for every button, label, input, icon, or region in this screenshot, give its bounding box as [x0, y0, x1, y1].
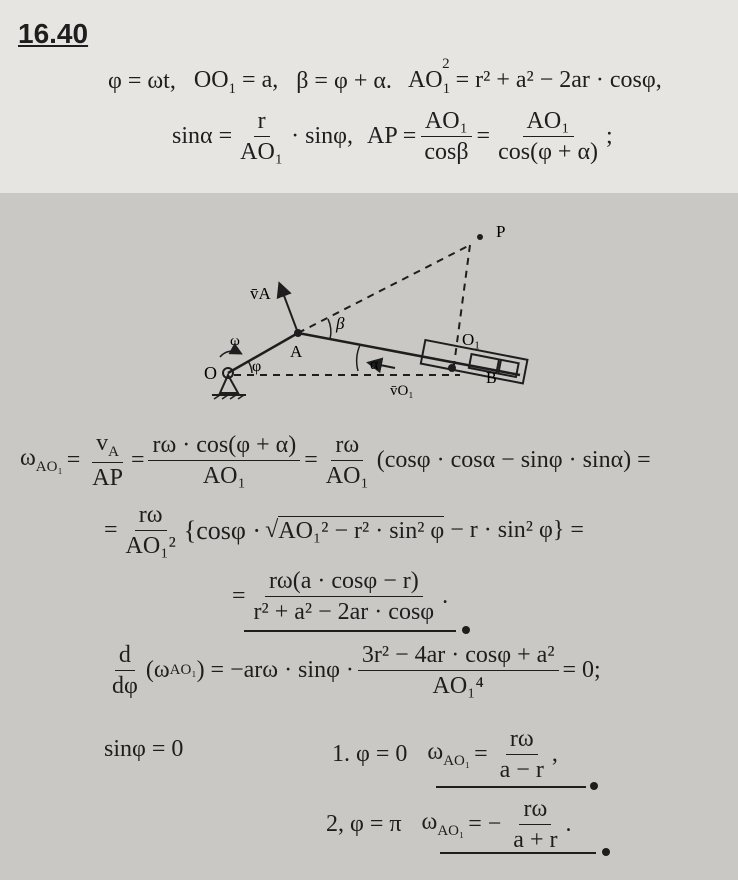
brace-open: {cosφ ·	[183, 515, 262, 545]
problem-number: 16.40	[18, 18, 89, 49]
label-o: O	[204, 363, 217, 383]
semicolon: ;	[606, 123, 613, 150]
dashed-ap	[298, 245, 470, 333]
omega-ao1: $\omega_{AO_1}$	[20, 445, 63, 476]
mechanism-diagram	[190, 225, 550, 415]
fraction-rw-over-ao1: $\frac{r\omega}{\text{AO₁}}$	[325, 431, 369, 490]
label-alpha: α	[370, 356, 379, 373]
equation-1: $\omega_{AO_1}$ = $\frac{v_A}{AP}$ = $\frac{r\omega \cdot \cos(\varphi + \alpha)}{\text{AO₁}}$ = $\frac{r\omega}{\text{AO₁}}$ (cosφ · cosα − sinφ · sinα) =	[20, 430, 651, 492]
result-dot	[462, 626, 470, 634]
derivative-middle: ) = −arω · sinφ ·	[196, 657, 354, 684]
case-1-dot	[590, 782, 598, 790]
fraction-ao1-over-cos-phi-alpha: $\frac{\text{AO₁}}{\cos(\varphi + \alpha)}$	[498, 108, 599, 166]
fraction-d-dphi: $\frac{d}{d\varphi}$	[112, 642, 138, 700]
equation-4: $\frac{d}{d\varphi}$ (ω AO₁ ) = −arω · sinφ · $\frac{\text{3r² − 4ar · cosφ + a²}}{\text{AO₁⁴}}$ = 0;	[104, 642, 601, 700]
label-phi: φ	[252, 358, 262, 375]
case-2-underline	[440, 852, 596, 854]
fraction-rw-cos: $\frac{r\omega \cdot \cos(\varphi + \alpha)}{\text{AO₁}}$	[148, 432, 300, 490]
omega-arc-icon	[220, 351, 240, 357]
derivative-end: = 0;	[562, 657, 601, 684]
given-ao1-squared: $AO_1^2 = r^2 + a^2 - 2ar \cdot \cos\varphi$,	[407, 56, 662, 97]
velocity-va-arrow	[280, 285, 298, 333]
given-phi: φ = ωt,	[108, 68, 176, 95]
sqrt-expression: AO₁² − r² · sin² φ	[278, 518, 445, 545]
point-p	[477, 234, 483, 240]
given-oo1: $OO_1 = a$,	[193, 66, 279, 97]
given-sin-alpha: sinα =	[172, 123, 233, 150]
case-2-dot	[602, 848, 610, 856]
label-p: P	[496, 225, 506, 241]
expanded-cos: (cosφ · cosα − sinφ · sinα) =	[376, 447, 651, 474]
case-2: 2, φ = π $\omega_{AO_1}$ = − $\frac{r\omega}{a + r}$ .	[326, 796, 572, 854]
rod-ab	[298, 333, 520, 375]
label-beta: β	[336, 314, 345, 333]
fraction-r-over-ao1: $\frac{r}{\text{AO₁}}$	[240, 108, 284, 166]
case-1: 1. φ = 0 $\omega_{AO_1}$ = $\frac{r\omega}{a - r}$ ,	[332, 726, 558, 784]
fraction-result: $\frac{r\omega(a \cdot \cos\varphi - r)}{\text{r² + a² − 2ar · cosφ}}$	[253, 568, 435, 626]
given-beta: β = φ + α.	[296, 68, 392, 95]
given-ap: AP =	[367, 123, 417, 150]
fraction-case-2: $\frac{r\omega}{a + r}$	[513, 796, 558, 854]
fraction-case-1: $\frac{r\omega}{a - r}$	[499, 726, 544, 784]
result-underline	[244, 630, 456, 632]
equation-3: = $\frac{r\omega(a \cdot \cos\varphi - r)}{\text{r² + a² − 2ar · cosφ}}$ .	[232, 568, 449, 626]
label-a: A	[290, 342, 303, 361]
given-sin-phi: · sinφ,	[291, 123, 354, 150]
fraction-derivative: $\frac{\text{3r² − 4ar · cosφ + a²}}{\text{AO₁⁴}}$	[358, 642, 559, 700]
label-b: B	[486, 370, 497, 387]
equals-sign: =	[476, 123, 491, 150]
fraction-ao1-over-cosbeta: $\frac{\text{AO₁}}{\cos\beta}$	[420, 108, 472, 166]
label-o1: O₁	[462, 330, 481, 349]
case-1-label: 1. φ = 0	[332, 741, 408, 768]
label-vo1: v̄O₁	[390, 383, 414, 399]
brace-close: − r · sin² φ} =	[450, 517, 584, 544]
given-line-1	[108, 56, 662, 98]
label-omega: ω	[230, 333, 240, 349]
fraction-rw-over-ao1-sq: $\frac{r\omega}{\text{AO₁²}}$	[125, 502, 176, 560]
beta-arc	[328, 319, 331, 339]
case-1-underline	[436, 786, 586, 788]
given-line-2	[172, 108, 613, 166]
equation-2: = $\frac{r\omega}{\text{AO₁²}}$ {cosφ · √ AO₁² − r² · sin² φ − r · sin² φ} =	[104, 502, 584, 560]
joint-o1	[448, 364, 456, 372]
alpha-arc	[357, 345, 360, 371]
case-condition: sinφ = 0	[104, 736, 184, 762]
label-va: v̄A	[250, 284, 271, 303]
fraction-va-over-ap: $\frac{v_A}{AP}$	[92, 430, 123, 492]
case-2-label: 2, φ = π	[326, 811, 402, 838]
